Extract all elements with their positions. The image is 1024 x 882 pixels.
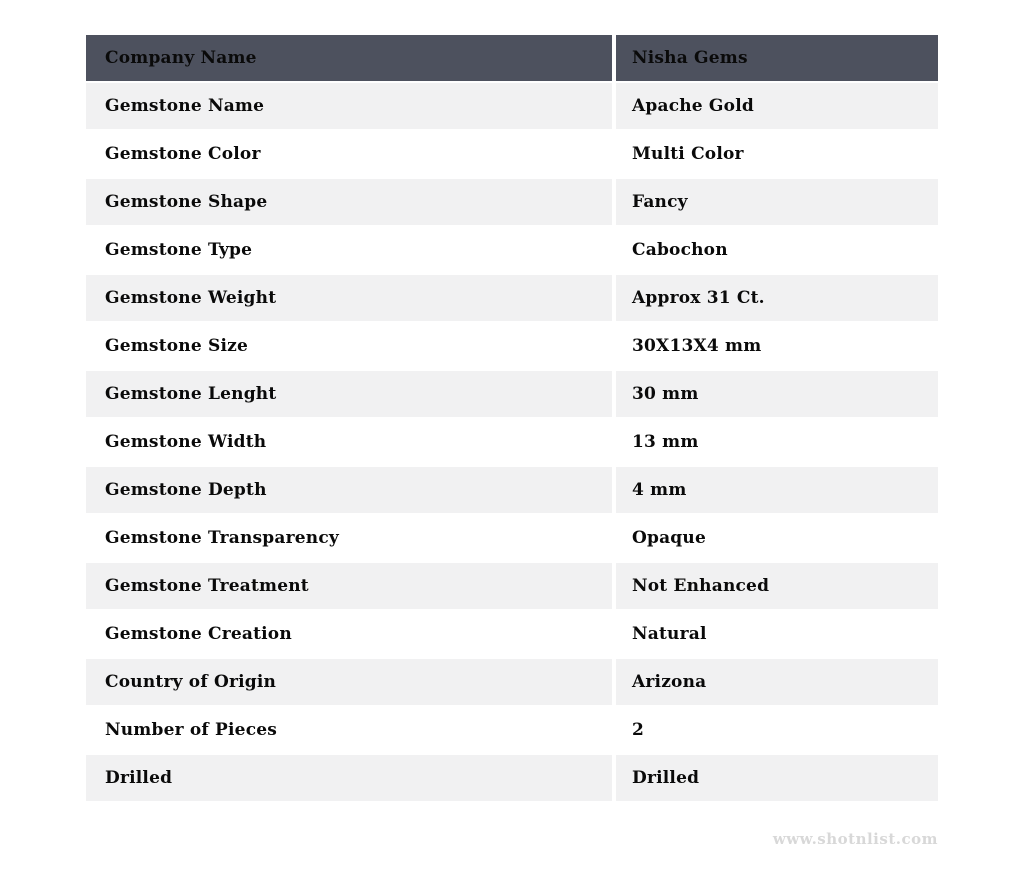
table-header-row xyxy=(86,35,938,81)
row-label: Country of Origin xyxy=(86,659,612,705)
row-value: Approx 31 Ct. xyxy=(616,275,938,321)
table-row xyxy=(86,371,938,417)
row-value: Apache Gold xyxy=(616,83,938,129)
row-value: Not Enhanced xyxy=(616,563,938,609)
row-value: 13 mm xyxy=(616,419,938,465)
table-row xyxy=(86,659,938,705)
table-row xyxy=(86,611,938,657)
table-row xyxy=(86,227,938,273)
row-label: Gemstone Lenght xyxy=(86,371,612,417)
row-value: Drilled xyxy=(616,755,938,801)
row-value: 2 xyxy=(616,707,938,753)
row-value: 4 mm xyxy=(616,467,938,513)
row-label: Gemstone Shape xyxy=(86,179,612,225)
table-row xyxy=(86,467,938,513)
table-row xyxy=(86,323,938,369)
row-value: Opaque xyxy=(616,515,938,561)
row-label: Number of Pieces xyxy=(86,707,612,753)
table-row xyxy=(86,179,938,225)
table-row xyxy=(86,515,938,561)
table-row xyxy=(86,275,938,321)
row-label: Gemstone Color xyxy=(86,131,612,177)
row-value: Cabochon xyxy=(616,227,938,273)
row-label: Gemstone Weight xyxy=(86,275,612,321)
header-label-cell: Company Name xyxy=(86,35,612,81)
table-row xyxy=(86,563,938,609)
header-value-cell: Nisha Gems xyxy=(616,35,938,81)
table-row xyxy=(86,707,938,753)
row-label: Gemstone Name xyxy=(86,83,612,129)
row-label: Gemstone Size xyxy=(86,323,612,369)
row-label: Gemstone Width xyxy=(86,419,612,465)
table-row xyxy=(86,419,938,465)
table-row xyxy=(86,83,938,129)
site-watermark: www.shotnlist.com xyxy=(772,830,938,848)
row-value: Natural xyxy=(616,611,938,657)
row-value: Arizona xyxy=(616,659,938,705)
row-value: 30X13X4 mm xyxy=(616,323,938,369)
row-label: Gemstone Creation xyxy=(86,611,612,657)
row-label: Drilled xyxy=(86,755,612,801)
row-value: 30 mm xyxy=(616,371,938,417)
row-label: Gemstone Transparency xyxy=(86,515,612,561)
row-value: Fancy xyxy=(616,179,938,225)
row-value: Multi Color xyxy=(616,131,938,177)
row-label: Gemstone Depth xyxy=(86,467,612,513)
table-row xyxy=(86,755,938,801)
table-row xyxy=(86,131,938,177)
row-label: Gemstone Type xyxy=(86,227,612,273)
row-label: Gemstone Treatment xyxy=(86,563,612,609)
gemstone-spec-table xyxy=(86,35,938,803)
